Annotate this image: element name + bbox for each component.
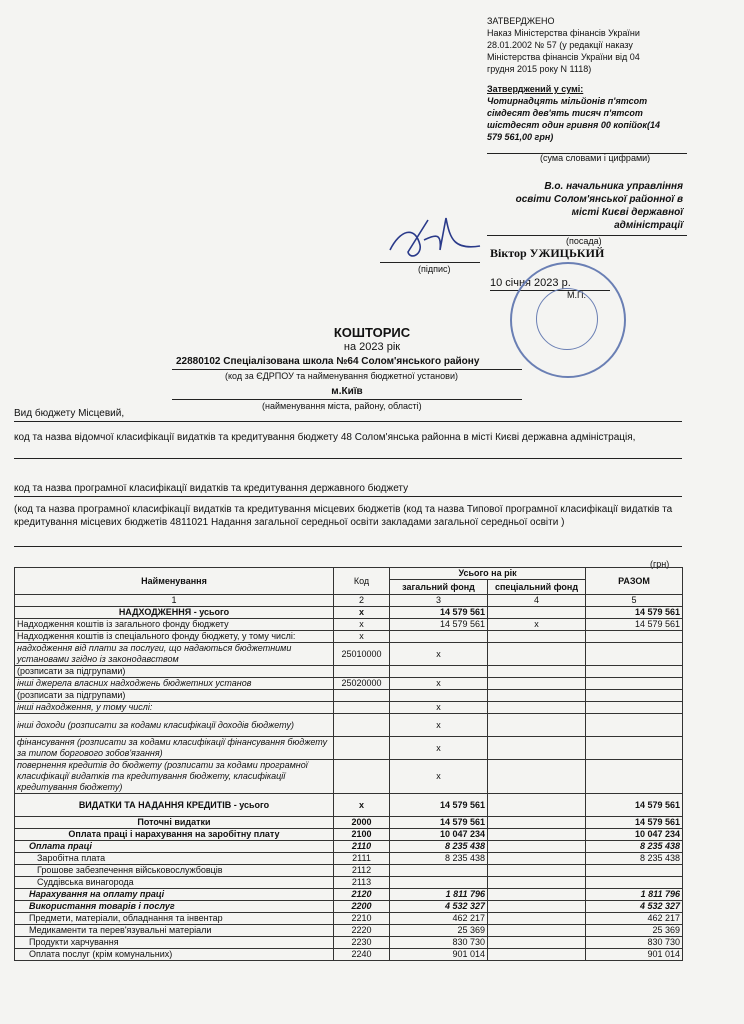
table-row xyxy=(15,607,683,619)
city-caption: (найменування міста, району, області) xyxy=(262,401,422,411)
row-special-fund: x xyxy=(488,619,586,631)
header-general-fund: загальний фонд xyxy=(390,580,488,595)
row-total: 4 532 327 xyxy=(586,901,683,913)
table-row xyxy=(15,714,683,737)
organization-name: 22880102 Спеціалізована школа №64 Солом'янського району xyxy=(176,356,480,367)
table-row xyxy=(15,889,683,901)
row-general-fund: 14 579 561 xyxy=(390,817,488,829)
row-code: 25010000 xyxy=(334,643,390,666)
approval-order-line: грудня 2015 року N 1118) xyxy=(487,64,592,74)
row-code: x xyxy=(334,631,390,643)
row-total: 8 235 438 xyxy=(586,853,683,865)
row-special-fund xyxy=(488,643,586,666)
row-special-fund xyxy=(488,666,586,678)
column-number: 3 xyxy=(390,595,488,607)
row-name: Продукти харчування xyxy=(15,937,334,949)
row-name: Оплата послуг (крім комунальних) xyxy=(15,949,334,961)
table-row xyxy=(15,817,683,829)
row-special-fund xyxy=(488,853,586,865)
row-special-fund xyxy=(488,607,586,619)
city-name: м.Київ xyxy=(331,386,363,397)
row-special-fund xyxy=(488,690,586,702)
row-code xyxy=(334,760,390,794)
row-general-fund: x xyxy=(390,737,488,760)
approval-order-line: Міністерства фінансів України від 04 xyxy=(487,52,640,62)
row-total xyxy=(586,760,683,794)
row-name: Заробітна плата xyxy=(15,853,334,865)
row-special-fund xyxy=(488,829,586,841)
table-row xyxy=(15,865,683,877)
table-row xyxy=(15,829,683,841)
header-total: РАЗОМ xyxy=(586,568,683,595)
row-code: 2120 xyxy=(334,889,390,901)
approved-sum-words: 579 561,00 грн) xyxy=(487,132,554,142)
header-special-fund: спеціальний фонд xyxy=(488,580,586,595)
row-total xyxy=(586,865,683,877)
row-special-fund xyxy=(488,865,586,877)
budget-table xyxy=(14,567,683,961)
row-name: (розписати за підгрупами) xyxy=(15,666,334,678)
row-special-fund xyxy=(488,794,586,817)
row-special-fund xyxy=(488,817,586,829)
row-general-fund: 8 235 438 xyxy=(390,853,488,865)
row-special-fund xyxy=(488,949,586,961)
row-general-fund: x xyxy=(390,714,488,737)
signer-name: Віктор УЖИЦЬКИЙ xyxy=(490,246,605,260)
document-year: на 2023 рік xyxy=(343,341,401,353)
table-row xyxy=(15,901,683,913)
row-code: 2110 xyxy=(334,841,390,853)
signer-position xyxy=(487,180,683,232)
approval-date: 10 січня 2023 р. xyxy=(490,277,571,289)
row-code: 2230 xyxy=(334,937,390,949)
row-general-fund: 8 235 438 xyxy=(390,841,488,853)
row-general-fund xyxy=(390,690,488,702)
position-line: адміністрації xyxy=(614,220,683,231)
row-general-fund xyxy=(390,877,488,889)
position-line: місті Києві державної xyxy=(571,207,683,218)
row-special-fund xyxy=(488,678,586,690)
approved-sum-words: шістдесят один гривня 00 копійок(14 xyxy=(487,120,660,130)
row-total: 14 579 561 xyxy=(586,794,683,817)
row-code xyxy=(334,690,390,702)
row-special-fund xyxy=(488,737,586,760)
row-code: x xyxy=(334,794,390,817)
row-name: Суддівська винагорода xyxy=(15,877,334,889)
organization-caption: (код за ЄДРПОУ та найменування бюджетної установи) xyxy=(225,371,458,381)
table-row xyxy=(15,631,683,643)
row-general-fund: 4 532 327 xyxy=(390,901,488,913)
row-name: Медикаменти та перев'язувальні матеріали xyxy=(15,925,334,937)
document-title: КОШТОРИС xyxy=(333,325,411,340)
row-code: 2112 xyxy=(334,865,390,877)
row-name: інші надходження, у тому числі: xyxy=(15,702,334,714)
table-row xyxy=(15,913,683,925)
row-special-fund xyxy=(488,841,586,853)
row-name: НАДХОДЖЕННЯ - усього xyxy=(15,607,334,619)
currency-unit: (грн) xyxy=(650,559,670,569)
row-name: повернення кредитів до бюджету (розписати за кодами програмної класифікації видатків та кредитування бюджету, класифікації кредитування бюджету) xyxy=(15,760,334,794)
table-row xyxy=(15,760,683,794)
row-special-fund xyxy=(488,901,586,913)
row-name: (розписати за підгрупами) xyxy=(15,690,334,702)
position-line: В.о. начальника управління xyxy=(544,181,683,192)
table-row xyxy=(15,841,683,853)
row-name: інші доходи (розписати за кодами класифікації доходів бюджету) xyxy=(15,714,334,737)
row-general-fund: x xyxy=(390,702,488,714)
row-code xyxy=(334,702,390,714)
row-general-fund: x xyxy=(390,760,488,794)
row-total: 901 014 xyxy=(586,949,683,961)
row-name: Надходження коштів із загального фонду бюджету xyxy=(15,619,334,631)
row-total: 10 047 234 xyxy=(586,829,683,841)
row-code: 2220 xyxy=(334,925,390,937)
row-code: 25020000 xyxy=(334,678,390,690)
row-special-fund xyxy=(488,714,586,737)
row-code xyxy=(334,737,390,760)
row-total xyxy=(586,877,683,889)
row-total xyxy=(586,678,683,690)
position-line: освіти Солом'янської районної в xyxy=(515,194,683,205)
row-general-fund: 1 811 796 xyxy=(390,889,488,901)
header-code: Код xyxy=(334,568,390,595)
row-general-fund: 901 014 xyxy=(390,949,488,961)
row-general-fund: 25 369 xyxy=(390,925,488,937)
approved-sum-words: сімдесят дев'ять тисяч п'ятсот xyxy=(487,108,643,118)
row-total: 830 730 xyxy=(586,937,683,949)
row-special-fund xyxy=(488,925,586,937)
row-name: Предмети, матеріали, обладнання та інвентар xyxy=(15,913,334,925)
row-special-fund xyxy=(488,760,586,794)
row-name: Нарахування на оплату праці xyxy=(15,889,334,901)
row-special-fund xyxy=(488,702,586,714)
row-general-fund xyxy=(390,666,488,678)
row-name: Надходження коштів із спеціального фонду бюджету, у тому числі: xyxy=(15,631,334,643)
table-row xyxy=(15,937,683,949)
row-name: інші джерела власних надходжень бюджетних установ xyxy=(15,678,334,690)
row-code: 2111 xyxy=(334,853,390,865)
row-special-fund xyxy=(488,889,586,901)
row-total xyxy=(586,702,683,714)
table-row xyxy=(15,619,683,631)
header-name: Найменування xyxy=(15,568,334,595)
approval-order-line: 28.01.2002 № 57 (у редакції наказу xyxy=(487,40,633,50)
approval-title: ЗАТВЕРДЖЕНО xyxy=(487,16,555,26)
row-total xyxy=(586,666,683,678)
row-total: 14 579 561 xyxy=(586,607,683,619)
row-general-fund: x xyxy=(390,678,488,690)
program-code: код та назва програмної класифікації видатків та кредитування державного бюджету xyxy=(14,483,409,494)
column-number: 4 xyxy=(488,595,586,607)
row-name: Використання товарів і послуг xyxy=(15,901,334,913)
sum-caption: (сума словами і цифрами) xyxy=(540,153,651,163)
row-total xyxy=(586,631,683,643)
row-code: 2200 xyxy=(334,901,390,913)
row-total: 8 235 438 xyxy=(586,841,683,853)
row-code: x xyxy=(334,619,390,631)
row-general-fund: 14 579 561 xyxy=(390,607,488,619)
row-total: 462 217 xyxy=(586,913,683,925)
row-code: 2000 xyxy=(334,817,390,829)
row-code xyxy=(334,666,390,678)
stamp-mark: М.П. xyxy=(567,290,586,300)
row-general-fund: x xyxy=(390,643,488,666)
table-row xyxy=(15,702,683,714)
table-row xyxy=(15,690,683,702)
table-row xyxy=(15,643,683,666)
row-total: 14 579 561 xyxy=(586,619,683,631)
table-row xyxy=(15,737,683,760)
row-general-fund xyxy=(390,865,488,877)
row-total xyxy=(586,643,683,666)
approval-order-line: Наказ Міністерства фінансів України xyxy=(487,28,640,38)
row-total: 1 811 796 xyxy=(586,889,683,901)
row-general-fund xyxy=(390,631,488,643)
row-special-fund xyxy=(488,877,586,889)
table-row xyxy=(15,853,683,865)
row-total xyxy=(586,714,683,737)
row-general-fund: 10 047 234 xyxy=(390,829,488,841)
table-row xyxy=(15,666,683,678)
row-total: 14 579 561 xyxy=(586,817,683,829)
row-code xyxy=(334,714,390,737)
table-row xyxy=(15,678,683,690)
column-number: 2 xyxy=(334,595,390,607)
approved-sum-words: Чотирнадцять мільйонів п'ятсот xyxy=(487,96,648,106)
column-number: 1 xyxy=(15,595,334,607)
row-general-fund: 830 730 xyxy=(390,937,488,949)
column-number: 5 xyxy=(586,595,683,607)
row-general-fund: 14 579 561 xyxy=(390,794,488,817)
row-code: 2210 xyxy=(334,913,390,925)
row-special-fund xyxy=(488,631,586,643)
row-total xyxy=(586,737,683,760)
signature-caption: (підпис) xyxy=(418,264,451,274)
approval-block xyxy=(487,15,737,143)
approved-sum-label: Затверджений у сумі: xyxy=(487,84,584,94)
row-name: Оплата праці xyxy=(15,841,334,853)
row-name: Поточні видатки xyxy=(15,817,334,829)
table-row xyxy=(15,877,683,889)
row-code: 2100 xyxy=(334,829,390,841)
row-special-fund xyxy=(488,913,586,925)
table-row xyxy=(15,794,683,817)
row-name: Грошове забезпечення військовослужбовців xyxy=(15,865,334,877)
budget-type: Вид бюджету Місцевий, xyxy=(14,408,125,419)
row-name: надходження від плати за послуги, що надаються бюджетними установами згідно із законодавством xyxy=(15,643,334,666)
official-stamp xyxy=(510,262,626,378)
row-total: 25 369 xyxy=(586,925,683,937)
departmental-code: код та назва відомчої класифікації видатків та кредитування бюджету 48 Солом'янська районна в місті Києві державна адміністрація, xyxy=(14,432,636,443)
row-special-fund xyxy=(488,937,586,949)
table-row xyxy=(15,925,683,937)
local-program-code: (код та назва програмної класифікації видатків та кредитування місцевих бюджетів (код та назва Типової програмної класифікації видатків та кредитування місцевих бюджетів 4811021 Надання загальної середньої освіти закладами загальної середньої освіти ) xyxy=(14,504,673,528)
row-code: 2113 xyxy=(334,877,390,889)
handwritten-signature xyxy=(380,210,490,270)
row-total xyxy=(586,690,683,702)
row-general-fund: 14 579 561 xyxy=(390,619,488,631)
header-year-total: Усього на рік xyxy=(390,568,586,580)
row-name: ВИДАТКИ ТА НАДАННЯ КРЕДИТІВ - усього xyxy=(15,794,334,817)
row-name: фінансування (розписати за кодами класифікації фінансування бюджету за типом боргового зобов'язання) xyxy=(15,737,334,760)
table-row xyxy=(15,949,683,961)
row-name: Оплата праці і нарахування на заробітну плату xyxy=(15,829,334,841)
row-code: 2240 xyxy=(334,949,390,961)
position-caption: (посада) xyxy=(566,236,602,246)
row-code: x xyxy=(334,607,390,619)
row-general-fund: 462 217 xyxy=(390,913,488,925)
